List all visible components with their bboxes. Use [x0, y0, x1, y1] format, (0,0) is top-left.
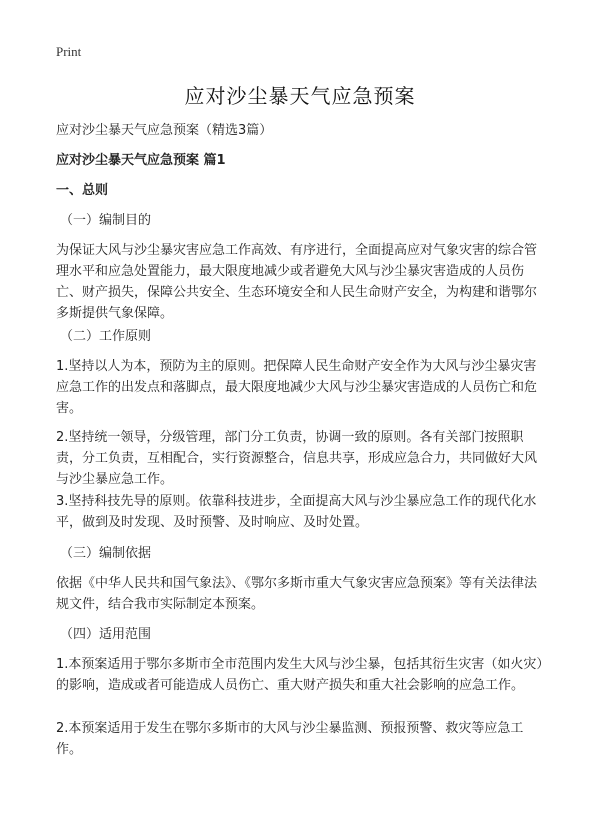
paragraph-scope-1: 1.本预案适用于鄂尔多斯市全市范围内发生大风与沙尘暴，包括其衍生灾害（如火灾）的影响，造成或者可能造成人员伤亡、重大财产损失和重大社会影响的应急工作。 [56, 657, 543, 693]
subheading-purpose: （一）编制目的 [60, 213, 152, 228]
section-title: 应对沙尘暴天气应急预案 篇1 [56, 153, 226, 168]
chapter-heading-general: 一、总则 [56, 183, 109, 198]
subheading-basis: （三）编制依据 [60, 546, 152, 561]
paragraph-principle-1: 1.坚持以人为本，预防为主的原则。把保障人民生命财产安全作为大风与沙尘暴灾害应急工作的出发点和落脚点，最大限度地减少大风与沙尘暴灾害造成的人员伤亡和危害。 [56, 359, 538, 416]
paragraph-scope-2: 2.本预案适用于发生在鄂尔多斯市的大风与沙尘暴监测、预报预警、救灾等应急工作。 [56, 721, 524, 757]
paragraph-principle-2: 2.坚持统一领导，分级管理，部门分工负责，协调一致的原则。各有关部门按照职责，分工负责，互相配合，实行资源整合，信息共享，形成应急合力，共同做好大风与沙尘暴应急工作。 [56, 430, 538, 487]
subheading-scope: （四）适用范围 [60, 627, 152, 642]
paragraph-principle-3: 3.坚持科技先导的原则。依靠科技进步，全面提高大风与沙尘暴应急工作的现代化水平，做到及时发现、及时预警、及时响应、及时处置。 [56, 494, 537, 530]
paragraph-basis: 依据《中华人民共和国气象法》、《鄂尔多斯市重大气象灾害应急预案》等有关法律法规文件，结合我市实际制定本预案。 [56, 576, 538, 612]
print-label: Print [56, 44, 82, 59]
document-subtitle: 应对沙尘暴天气应急预案（精选3篇） [56, 123, 273, 138]
document-title: 应对沙尘暴天气应急预案 [184, 84, 416, 108]
paragraph-purpose: 为保证大风与沙尘暴灾害应急工作高效、有序进行，全面提高应对气象灾害的综合管理水平和应急处置能力，最大限度地减少或者避免大风与沙尘暴灾害造成的人员伤亡、财产损失，保障公共安全、生态环境安全和人民生命财产安全，为构建和谐鄂尔多斯提供气象保障。 [56, 243, 538, 321]
subheading-principles: （二）工作原则 [60, 329, 152, 344]
